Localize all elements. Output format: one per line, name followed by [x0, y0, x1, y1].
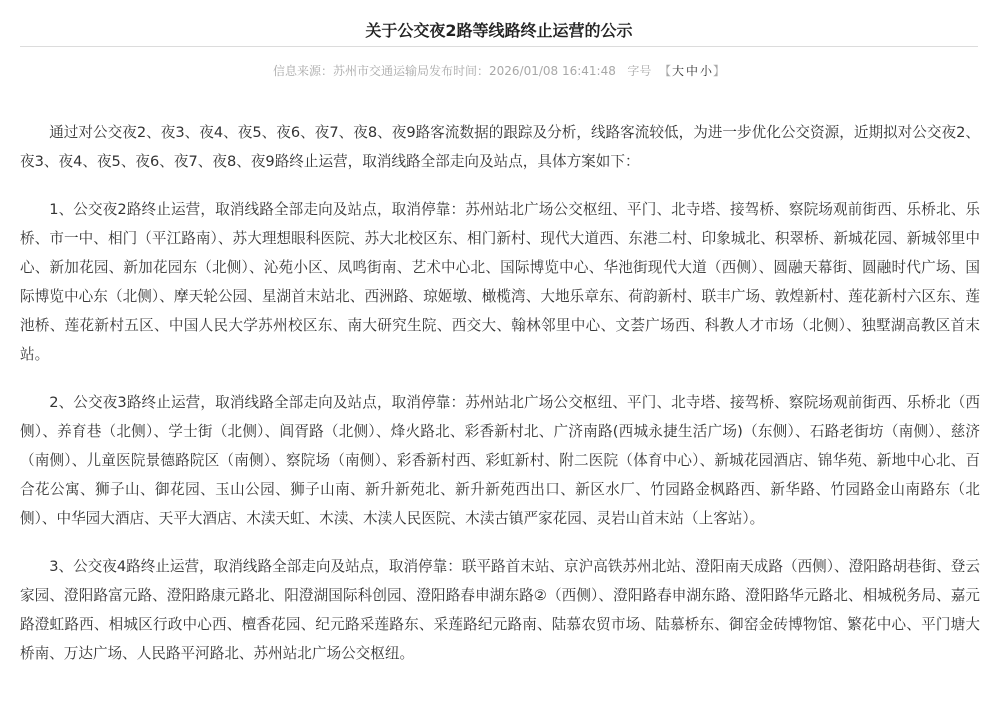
font-size-control [627, 64, 725, 78]
font-size-medium-button[interactable]: 中 [686, 64, 699, 78]
published-value: 2026/01/08 16:41:48 [488, 64, 616, 78]
font-size-small-button[interactable]: 小 [700, 64, 713, 78]
source-value: 苏州市交通运输局 [332, 64, 429, 78]
published-label: 发布时间： [428, 64, 489, 78]
route-night4-paragraph: 3、公交夜4路终止运营，取消线路全部走向及站点，取消停靠：联平路首末站、京沪高铁苏州北站、澄阳南天成路（西侧）、澄阳路胡巷街、登云家园、澄阳路富元路、澄阳路康元路北、阳澄湖国际科创园、澄阳路春申湖东路②（西侧）、澄阳路春申湖东路、澄阳路华元路北、相城税务局、嘉元路澄虹路西、相城区行政中心西、檀香花园、纪元路采莲路东、采莲路纪元路南、陆慕农贸市场、陆慕桥东、御窑金砖博物馆、繁花中心、平门塘大桥南、万达广场、人民路平河路北、苏州站北广场公交枢纽。 [20, 558, 980, 662]
bracket-close: 】 [713, 64, 726, 78]
article-body [20, 118, 980, 687]
intro-paragraph: 通过对公交夜2、夜3、夜4、夜5、夜6、夜7、夜8、夜9路客流数据的跟踪及分析，线路客流较低，为进一步优化公交资源，近期拟对公交夜2、夜3、夜4、夜5、夜6、夜7、夜8、夜9路终止运营，取消线路全部走向及站点，具体方案如下： [20, 124, 980, 170]
route-night2-paragraph: 1、公交夜2路终止运营，取消线路全部走向及站点，取消停靠：苏州站北广场公交枢纽、平门、北寺塔、接驾桥、察院场观前街西、乐桥北、乐桥、市一中、相门（平江路南）、苏大理想眼科医院、苏大北校区东、相门新村、现代大道西、东港二村、印象城北、积翠桥、新城花园、新城邻里中心、新加花园、新加花园东（北侧）、沁苑小区、凤鸣街南、艺术中心北、国际博览中心、华池街现代大道（西侧）、圆融天幕街、圆融时代广场、国际博览中心东（北侧）、摩天轮公园、星湖首末站北、西洲路、琼姬墩、橄榄湾、大地乐章东、荷韵新村、联丰广场、敦煌新村、莲花新村六区东、莲池桥、莲花新村五区、中国人民大学苏州校区东、南大研究生院、西交大、翰林邻里中心、文荟广场西、科教人才市场（北侧）、独墅湖高教区首末站。 [20, 201, 980, 363]
source-label: 信息来源： [272, 64, 333, 78]
font-size-label: 字号 [627, 64, 652, 78]
bracket-open: 【 [658, 64, 671, 78]
article-title: 关于公交夜2路等线路终止运营的公示 [365, 21, 633, 40]
route-night3-paragraph: 2、公交夜3路终止运营，取消线路全部走向及站点，取消停靠：苏州站北广场公交枢纽、平门、北寺塔、接驾桥、察院场观前街西、乐桥北（西侧）、养育巷（北侧）、学士街（北侧）、阊胥路（北侧）、烽火路北、彩香新村北、广济南路(西城永捷生活广场)（东侧）、石路老街坊（南侧）、慈济（南侧）、儿童医院景德路院区（南侧）、察院场（南侧）、彩香新村西、彩虹新村、附二医院（体育中心）、新城花园酒店、锦华苑、新地中心北、百合花公寓、狮子山、御花园、玉山公园、狮子山南、新升新苑北、新升新苑西出口、新区水厂、竹园路金枫路西、新华路、竹园路金山南路东（北侧）、中华园大酒店、天平大酒店、木渎天虹、木渎、木渎人民医院、木渎古镇严家花园、灵岩山首末站（上客站）。 [20, 394, 980, 527]
font-size-large-button[interactable]: 大 [671, 64, 684, 78]
article-meta [0, 62, 998, 79]
title-divider [20, 46, 978, 47]
